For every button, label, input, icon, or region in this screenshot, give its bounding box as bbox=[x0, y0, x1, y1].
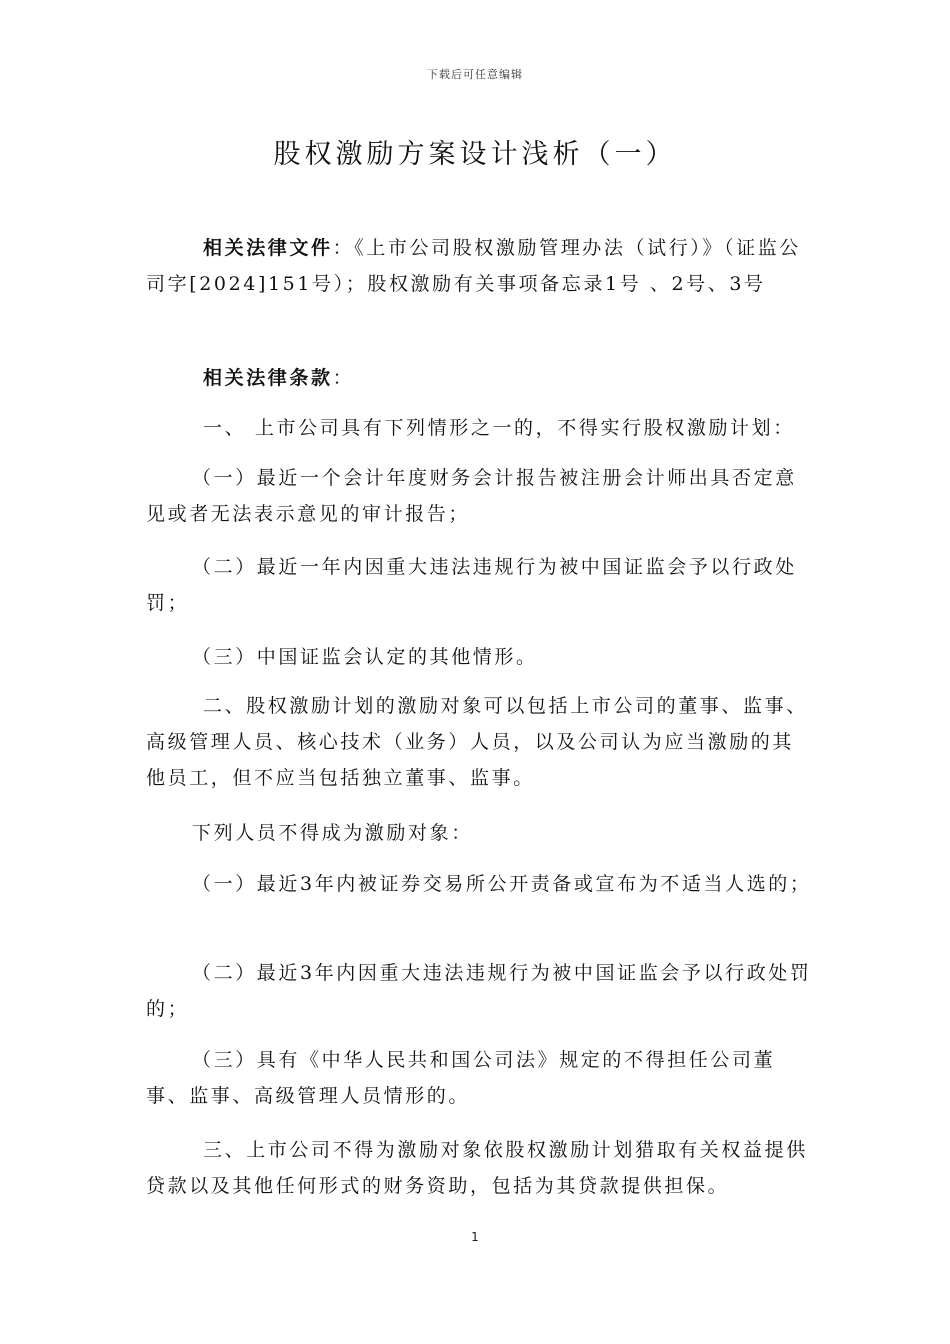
legal-documents-paragraph bbox=[146, 230, 814, 302]
clause-paragraph-9: （三）具有《中华人民共和国公司法》规定的不得担任公司董事、监事、高级管理人员情形的。 bbox=[146, 1049, 776, 1107]
document-title: 股权激励方案设计浅析（一） bbox=[273, 139, 677, 170]
header-note: 下载后可任意编辑 bbox=[427, 68, 523, 81]
clause-paragraph-7: （一）最近3年内被证券交易所公开责备或宣布为不适当人选的； bbox=[192, 873, 812, 895]
legal-documents-label: 相关法律文件 bbox=[203, 237, 333, 259]
legal-clauses-colon: ： bbox=[332, 367, 355, 389]
legal-documents-text: ：《上市公司股权激励管理办法（试行）》（证监公司字[2024]151号）；股权激励有关事项备忘录1号 、2号、3号 bbox=[146, 237, 801, 295]
page-number: 1 bbox=[471, 1230, 479, 1244]
clause-paragraph-2: （一）最近一个会计年度财务会计报告被注册会计师出具否定意见或者无法表示意见的审计报告； bbox=[146, 467, 797, 525]
clause-paragraph-1: 一、 上市公司具有下列情形之一的，不得实行股权激励计划： bbox=[203, 417, 795, 439]
clause-paragraph-8: （二）最近3年内因重大违法违规行为被中国证监会予以行政处罚的； bbox=[146, 962, 812, 1020]
clause-paragraph-4: （三）中国证监会认定的其他情形。 bbox=[192, 646, 538, 668]
clause-paragraph-10: 三、上市公司不得为激励对象依股权激励计划猎取有关权益提供贷款以及其他任何形式的财务资助，包括为其贷款提供担保。 bbox=[146, 1139, 808, 1197]
clause-paragraph-5: 二、股权激励计划的激励对象可以包括上市公司的董事、监事、高级管理人员、核心技术（业务）人员，以及公司认为应当激励的其他员工，但不应当包括独立董事、监事。 bbox=[146, 695, 808, 789]
clause-paragraph-6: 下列人员不得成为激励对象： bbox=[192, 822, 473, 844]
clause-paragraph-3: （二）最近一年内因重大违法违规行为被中国证监会予以行政处罚； bbox=[146, 556, 797, 614]
legal-clauses-heading bbox=[146, 360, 814, 396]
legal-clauses-label: 相关法律条款 bbox=[203, 367, 333, 389]
